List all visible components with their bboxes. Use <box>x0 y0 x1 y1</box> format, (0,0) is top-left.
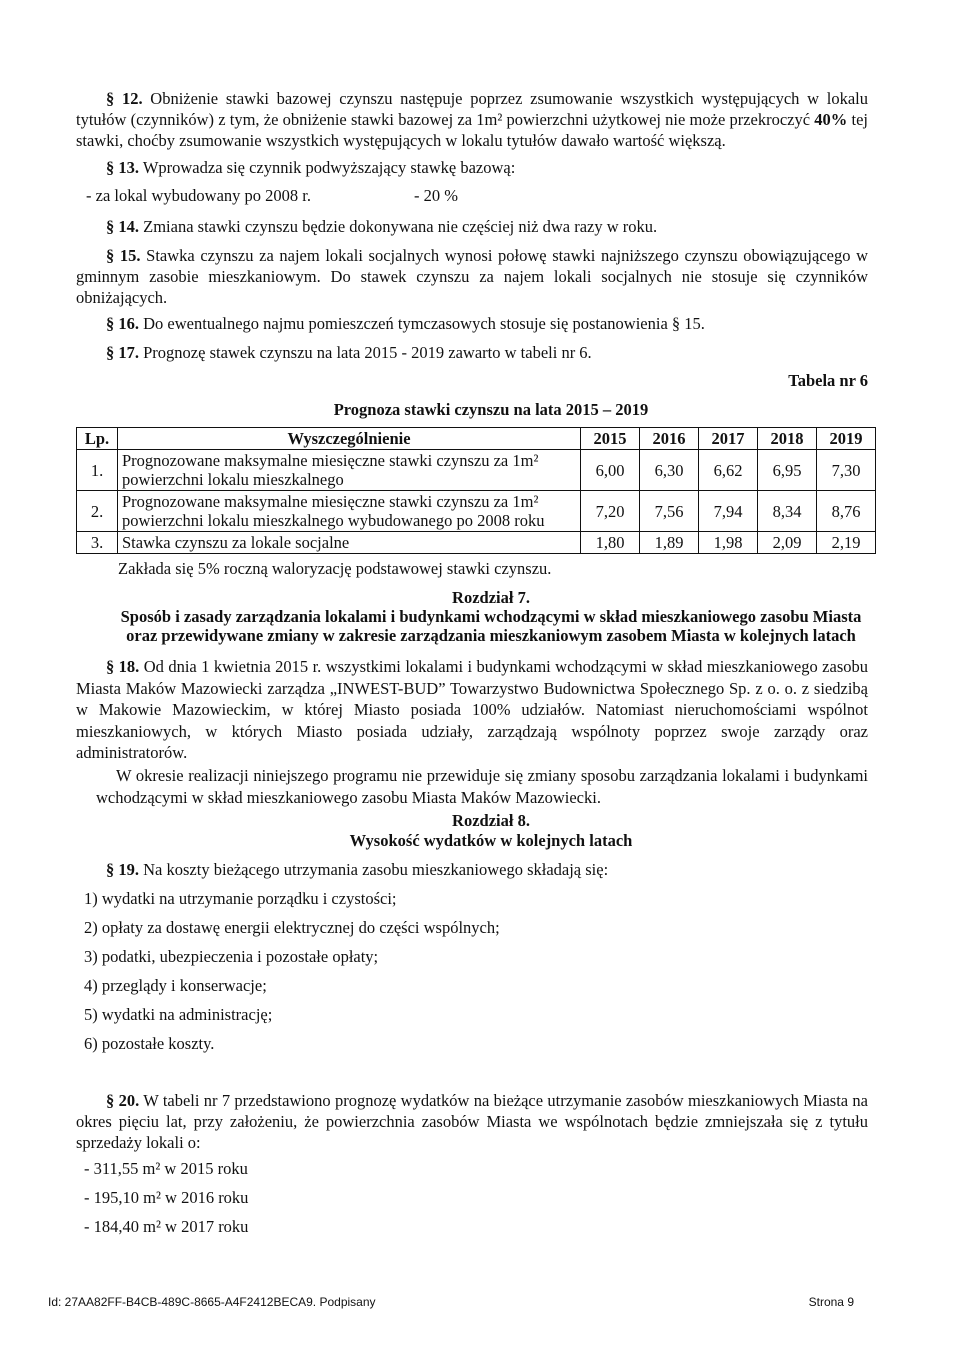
paragraph-18-continued: W okresie realizacji niniejszego programu nie przewiduje się zmiany sposobu zarządzania lokalami i budynkami wchodzącymi w skład mieszkaniowego zasobu Miasta Maków Mazowiecki. <box>96 766 868 807</box>
table-row: 3. Stawka czynszu za lokale socjalne 1,80 1,89 1,98 2,09 2,19 <box>77 532 876 554</box>
list-item: 2) opłaty za dostawę energii elektrycznej do części wspólnych; <box>84 918 500 937</box>
table-row: 1. Prognozowane maksymalne miesięczne stawki czynszu za 1m² powierzchni lokalu mieszkalnego 6,00 6,30 6,62 6,95 7,30 <box>77 450 876 491</box>
list-item: 1) wydatki na utrzymanie porządku i czystości; <box>84 889 397 908</box>
list-item: 4) przeglądy i konserwacje; <box>84 976 267 995</box>
table-row: 2. Prognozowane maksymalne miesięczne stawki czynszu za 1m² powierzchni lokalu mieszkalnego wybudowanego po 2008 roku 7,20 7,56 7,94 8,34 8,76 <box>77 491 876 532</box>
header-description: Wyszczególnienie <box>118 428 581 450</box>
row-description: Stawka czynszu za lokale socjalne <box>118 532 581 554</box>
chapter-7-subtitle-2: oraz przewidywane zmiany w zakresie zarządzania mieszkaniowym zasobem Miasta w kolejnych latach <box>126 626 856 645</box>
paragraph-19: § 19. Na koszty bieżącego utrzymania zasobu mieszkaniowego składają się: <box>106 860 609 879</box>
header-2018: 2018 <box>758 428 817 450</box>
header-2015: 2015 <box>581 428 640 450</box>
paragraph-13: § 13. Wprowadza się czynnik podwyższający stawkę bazową: <box>106 158 516 177</box>
chapter-7-subtitle-1: Sposób i zasady zarządzania lokalami i budynkami wchodzącymi w skład mieszkaniowego zasobu Miasta <box>120 607 862 626</box>
factor-label: - za lokal wybudowany po 2008 r. <box>86 186 311 205</box>
document-id: Id: 27AA82FF-B4CB-489C-8665-A4F2412BECA9. Podpisany <box>48 1295 376 1309</box>
list-item: - 184,40 m² w 2017 roku <box>84 1217 249 1236</box>
factor-value: - 20 % <box>414 186 458 205</box>
list-item: - 195,10 m² w 2016 roku <box>84 1188 249 1207</box>
row-description: Prognozowane maksymalne miesięczne stawki czynszu za 1m² powierzchni lokalu mieszkalnego <box>118 450 581 491</box>
paragraph-17: § 17. Prognozę stawek czynszu na lata 2015 - 2019 zawarto w tabeli nr 6. <box>106 343 592 362</box>
paragraph-12: § 12. Obniżenie stawki bazowej czynszu następuje poprzez zsumowanie wszystkich występujących w lokalu tytułów (czynników) z tym, że obniżenie stawki bazowej za 1m² powierzchni użytkowej nie może przekroczyć 40% tej stawki, choćby zsumowanie wszystkich występujących w lokalu tytułów dawało wartość większą. <box>76 89 868 150</box>
paragraph-16: § 16. Do ewentualnego najmu pomieszczeń tymczasowych stosuje się postanowienia § 15. <box>106 314 705 333</box>
list-item: 5) wydatki na administrację; <box>84 1005 273 1024</box>
row-description: Prognozowane maksymalne miesięczne stawki czynszu za 1m² powierzchni lokalu mieszkalnego wybudowanego po 2008 roku <box>118 491 581 532</box>
table-title: Prognoza stawki czynszu na lata 2015 – 2019 <box>333 400 649 419</box>
header-2017: 2017 <box>699 428 758 450</box>
header-2019: 2019 <box>817 428 876 450</box>
paragraph-18: § 18. Od dnia 1 kwietnia 2015 r. wszystkimi lokalami i budynkami wchodzącymi w skład mieszkaniowego zasobu Miasta Maków Mazowiecki zarządza „INWEST-BUD” Towarzystwo Budownictwa Społecznego Sp. z o. o. z siedzibą w Makowie Mazowieckim, w której Miasto posiada 100% udziałów. Natomiast nieruchomościami wspólnot mieszkaniowych, w których Miasto posiada udziały, zarządzają wspólnoty poprzez swoje zarządy oraz administratorów. <box>76 657 868 762</box>
section-number: § 12. <box>106 89 143 108</box>
header-lp: Lp. <box>77 428 118 450</box>
table-header-row <box>77 428 876 450</box>
list-item: 3) podatki, ubezpieczenia i pozostałe opłaty; <box>84 947 379 966</box>
paragraph-14: § 14. Zmiana stawki czynszu będzie dokonywana nie częściej niż dwa razy w roku. <box>106 217 658 236</box>
rent-forecast-table <box>76 427 876 554</box>
list-item: 6) pozostałe koszty. <box>84 1034 215 1053</box>
table-label: Tabela nr 6 <box>788 371 868 390</box>
chapter-8-subtitle: Wysokość wydatków w kolejnych latach <box>349 831 633 850</box>
paragraph-20: § 20. W tabeli nr 7 przedstawiono prognozę wydatków na bieżące utrzymanie zasobów mieszkaniowych Miasta na okres pięciu lat, przy założeniu, że powierzchnia zasobów Miasta we wspólnotach będzie zmniejszała się z tytułu sprzedaży lokali o: <box>76 1091 868 1152</box>
paragraph-15: § 15. Stawka czynszu za najem lokali socjalnych wynosi połowę stawki najniższego czynszu obowiązującego w gminnym zasobie mieszkaniowym. Do stawek czynszu za najem lokali socjalnych nie stosuje się czynników obniżających. <box>76 246 869 307</box>
page-number: Strona 9 <box>808 1295 854 1309</box>
list-item: - 311,55 m² w 2015 roku <box>84 1159 248 1178</box>
table-note: Zakłada się 5% roczną waloryzację podstawowej stawki czynszu. <box>118 559 552 578</box>
header-2016: 2016 <box>640 428 699 450</box>
chapter-7-title: Rozdział 7. <box>452 588 530 607</box>
chapter-8-title: Rozdział 8. <box>452 811 530 830</box>
